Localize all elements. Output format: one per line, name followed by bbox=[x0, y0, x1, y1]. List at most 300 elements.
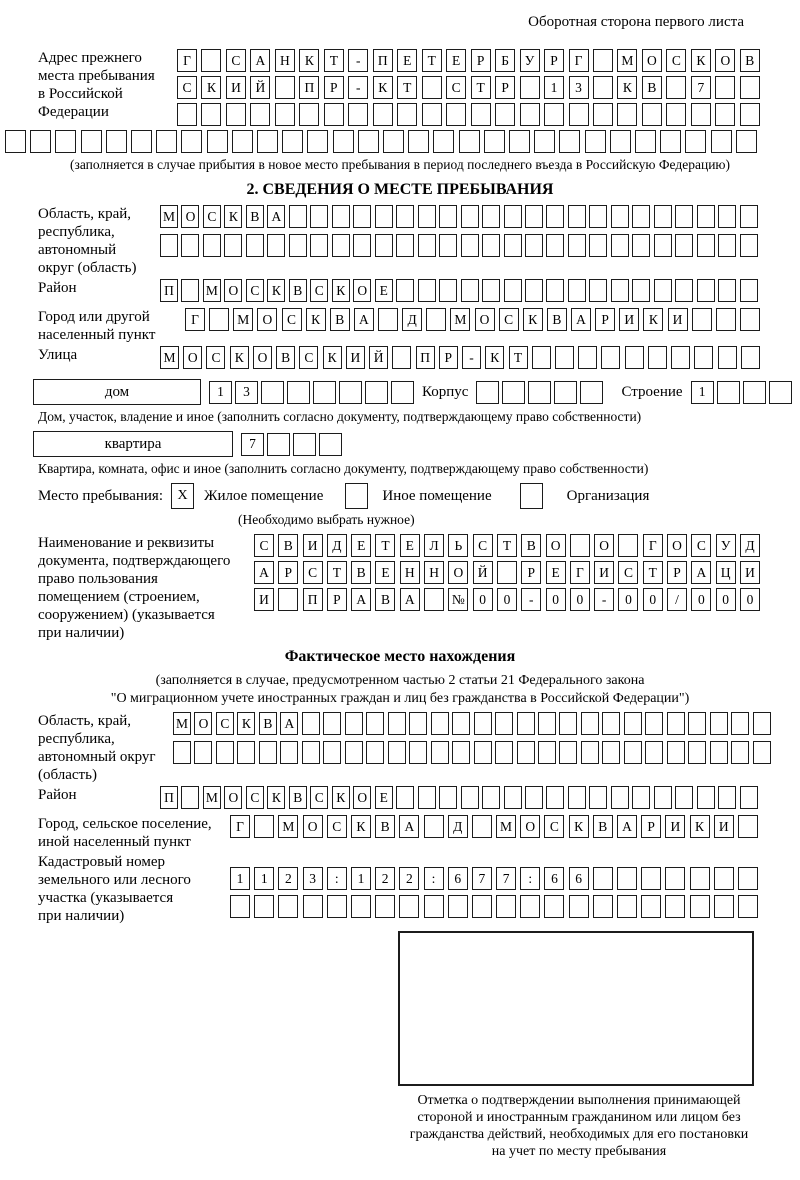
char-box[interactable] bbox=[289, 205, 307, 228]
char-box[interactable] bbox=[504, 279, 522, 302]
char-box[interactable]: И bbox=[619, 308, 639, 331]
char-box[interactable] bbox=[611, 205, 629, 228]
char-box[interactable]: 1 bbox=[254, 867, 274, 890]
char-box[interactable] bbox=[397, 103, 417, 126]
char-box[interactable] bbox=[476, 381, 499, 404]
char-box[interactable]: Ц bbox=[716, 561, 736, 584]
char-box[interactable] bbox=[718, 279, 736, 302]
house-number-grid[interactable] bbox=[209, 381, 414, 404]
char-box[interactable]: К bbox=[201, 76, 221, 99]
char-box[interactable]: М bbox=[203, 279, 221, 302]
char-box[interactable]: Т bbox=[375, 534, 395, 557]
char-box[interactable]: В bbox=[276, 346, 295, 369]
char-box[interactable] bbox=[665, 867, 685, 890]
char-box[interactable]: 3 bbox=[303, 867, 323, 890]
char-box[interactable] bbox=[471, 103, 491, 126]
char-box[interactable]: О bbox=[520, 815, 540, 838]
char-box[interactable]: Й bbox=[369, 346, 388, 369]
char-box[interactable]: 7 bbox=[691, 76, 711, 99]
char-box[interactable]: К bbox=[332, 279, 350, 302]
char-box[interactable] bbox=[568, 205, 586, 228]
char-box[interactable]: К bbox=[691, 49, 711, 72]
char-box[interactable] bbox=[617, 895, 637, 918]
char-box[interactable] bbox=[358, 130, 379, 153]
char-box[interactable]: И bbox=[346, 346, 365, 369]
char-box[interactable]: К bbox=[267, 786, 285, 809]
char-box[interactable] bbox=[740, 234, 758, 257]
char-box[interactable]: Й bbox=[473, 561, 493, 584]
char-box[interactable] bbox=[520, 76, 540, 99]
char-box[interactable] bbox=[282, 130, 303, 153]
char-box[interactable] bbox=[741, 346, 760, 369]
char-box[interactable] bbox=[740, 205, 758, 228]
char-box[interactable] bbox=[641, 867, 661, 890]
char-box[interactable] bbox=[181, 279, 199, 302]
char-box[interactable] bbox=[517, 712, 535, 735]
char-box[interactable] bbox=[261, 381, 284, 404]
char-box[interactable]: М bbox=[160, 346, 179, 369]
char-box[interactable]: Р bbox=[278, 561, 298, 584]
char-box[interactable]: Р bbox=[439, 346, 458, 369]
char-box[interactable] bbox=[194, 741, 212, 764]
char-box[interactable] bbox=[293, 433, 316, 456]
char-box[interactable] bbox=[740, 308, 760, 331]
oblast-actual-grid-row1[interactable] bbox=[173, 712, 771, 735]
char-box[interactable] bbox=[645, 741, 663, 764]
char-box[interactable] bbox=[714, 895, 734, 918]
char-box[interactable] bbox=[738, 867, 758, 890]
char-box[interactable] bbox=[632, 786, 650, 809]
char-box[interactable]: - bbox=[348, 49, 368, 72]
char-box[interactable]: 7 bbox=[496, 867, 516, 890]
char-box[interactable]: Т bbox=[327, 561, 347, 584]
char-box[interactable] bbox=[373, 103, 393, 126]
char-box[interactable]: К bbox=[332, 786, 350, 809]
char-box[interactable] bbox=[568, 279, 586, 302]
prev-address-grid-row4[interactable] bbox=[5, 130, 757, 153]
char-box[interactable] bbox=[660, 130, 681, 153]
char-box[interactable] bbox=[396, 786, 414, 809]
char-box[interactable]: 1 bbox=[691, 381, 714, 404]
char-box[interactable] bbox=[715, 103, 735, 126]
char-box[interactable]: О bbox=[257, 308, 277, 331]
char-box[interactable] bbox=[353, 234, 371, 257]
char-box[interactable]: Р bbox=[327, 588, 347, 611]
char-box[interactable] bbox=[181, 786, 199, 809]
char-box[interactable] bbox=[333, 130, 354, 153]
char-box[interactable]: С bbox=[246, 279, 264, 302]
char-box[interactable]: П bbox=[299, 76, 319, 99]
char-box[interactable]: А bbox=[400, 588, 420, 611]
char-box[interactable]: Р bbox=[544, 49, 564, 72]
char-box[interactable] bbox=[399, 895, 419, 918]
cadastre-grid-row2[interactable] bbox=[230, 895, 758, 918]
document-grid-row2[interactable] bbox=[254, 561, 760, 584]
char-box[interactable] bbox=[525, 234, 543, 257]
char-box[interactable] bbox=[538, 741, 556, 764]
document-grid-row1[interactable] bbox=[254, 534, 760, 557]
char-box[interactable]: О bbox=[224, 786, 242, 809]
char-box[interactable] bbox=[578, 346, 597, 369]
char-box[interactable]: К bbox=[306, 308, 326, 331]
char-box[interactable] bbox=[641, 895, 661, 918]
checkbox-zhiloe[interactable]: X bbox=[171, 483, 194, 509]
raion-actual-grid[interactable] bbox=[160, 786, 758, 809]
char-box[interactable] bbox=[299, 103, 319, 126]
char-box[interactable] bbox=[431, 741, 449, 764]
char-box[interactable]: Т bbox=[471, 76, 491, 99]
char-box[interactable]: А bbox=[254, 561, 274, 584]
char-box[interactable] bbox=[568, 786, 586, 809]
char-box[interactable] bbox=[474, 712, 492, 735]
char-box[interactable]: К bbox=[523, 308, 543, 331]
char-box[interactable] bbox=[275, 76, 295, 99]
char-box[interactable]: Г bbox=[230, 815, 250, 838]
char-box[interactable] bbox=[323, 712, 341, 735]
char-box[interactable]: М bbox=[278, 815, 298, 838]
char-box[interactable] bbox=[482, 205, 500, 228]
char-box[interactable] bbox=[593, 103, 613, 126]
char-box[interactable] bbox=[611, 786, 629, 809]
char-box[interactable] bbox=[675, 786, 693, 809]
char-box[interactable]: И bbox=[714, 815, 734, 838]
char-box[interactable] bbox=[738, 895, 758, 918]
char-box[interactable]: В bbox=[375, 588, 395, 611]
char-box[interactable]: В bbox=[521, 534, 541, 557]
char-box[interactable] bbox=[431, 712, 449, 735]
char-box[interactable] bbox=[424, 895, 444, 918]
char-box[interactable] bbox=[278, 895, 298, 918]
char-box[interactable] bbox=[504, 234, 522, 257]
apartment-number-grid[interactable] bbox=[241, 433, 342, 456]
char-box[interactable]: О bbox=[448, 561, 468, 584]
char-box[interactable] bbox=[254, 815, 274, 838]
char-box[interactable]: Р bbox=[471, 49, 491, 72]
char-box[interactable] bbox=[667, 712, 685, 735]
char-box[interactable] bbox=[160, 234, 178, 257]
char-box[interactable]: 2 bbox=[278, 867, 298, 890]
char-box[interactable]: Д bbox=[402, 308, 422, 331]
char-box[interactable] bbox=[555, 346, 574, 369]
char-box[interactable]: О bbox=[594, 534, 614, 557]
char-box[interactable]: 1 bbox=[209, 381, 232, 404]
char-box[interactable]: / bbox=[667, 588, 687, 611]
char-box[interactable]: 2 bbox=[375, 867, 395, 890]
char-box[interactable]: С bbox=[177, 76, 197, 99]
char-box[interactable] bbox=[569, 103, 589, 126]
char-box[interactable]: М bbox=[496, 815, 516, 838]
char-box[interactable]: Е bbox=[400, 534, 420, 557]
char-box[interactable]: В bbox=[642, 76, 662, 99]
char-box[interactable] bbox=[690, 867, 710, 890]
char-box[interactable] bbox=[388, 741, 406, 764]
char-box[interactable] bbox=[495, 741, 513, 764]
char-box[interactable]: Р bbox=[521, 561, 541, 584]
char-box[interactable]: С bbox=[303, 561, 323, 584]
char-box[interactable]: С bbox=[473, 534, 493, 557]
korpus-grid[interactable] bbox=[476, 381, 603, 404]
char-box[interactable]: Б bbox=[495, 49, 515, 72]
char-box[interactable]: П bbox=[416, 346, 435, 369]
char-box[interactable] bbox=[461, 205, 479, 228]
char-box[interactable] bbox=[666, 103, 686, 126]
char-box[interactable] bbox=[632, 234, 650, 257]
char-box[interactable]: С bbox=[544, 815, 564, 838]
char-box[interactable] bbox=[589, 205, 607, 228]
char-box[interactable]: Е bbox=[375, 561, 395, 584]
char-box[interactable]: Р bbox=[641, 815, 661, 838]
char-box[interactable] bbox=[392, 346, 411, 369]
char-box[interactable]: В bbox=[289, 279, 307, 302]
char-box[interactable] bbox=[585, 130, 606, 153]
char-box[interactable] bbox=[690, 895, 710, 918]
char-box[interactable]: А bbox=[617, 815, 637, 838]
char-box[interactable]: О bbox=[715, 49, 735, 72]
char-box[interactable]: 0 bbox=[643, 588, 663, 611]
char-box[interactable]: К bbox=[485, 346, 504, 369]
char-box[interactable]: С bbox=[327, 815, 347, 838]
char-box[interactable]: О bbox=[546, 534, 566, 557]
char-box[interactable] bbox=[446, 103, 466, 126]
char-box[interactable] bbox=[736, 130, 757, 153]
char-box[interactable] bbox=[528, 381, 551, 404]
char-box[interactable] bbox=[106, 130, 127, 153]
char-box[interactable]: О bbox=[642, 49, 662, 72]
char-box[interactable] bbox=[345, 712, 363, 735]
char-box[interactable]: Ь bbox=[448, 534, 468, 557]
char-box[interactable] bbox=[246, 234, 264, 257]
char-box[interactable]: П bbox=[160, 279, 178, 302]
char-box[interactable] bbox=[602, 712, 620, 735]
char-box[interactable] bbox=[482, 786, 500, 809]
char-box[interactable] bbox=[654, 234, 672, 257]
char-box[interactable] bbox=[426, 308, 446, 331]
char-box[interactable]: П bbox=[303, 588, 323, 611]
char-box[interactable] bbox=[254, 895, 274, 918]
char-box[interactable] bbox=[495, 103, 515, 126]
char-box[interactable]: С bbox=[206, 346, 225, 369]
char-box[interactable] bbox=[267, 234, 285, 257]
char-box[interactable] bbox=[472, 895, 492, 918]
char-box[interactable]: С bbox=[282, 308, 302, 331]
char-box[interactable] bbox=[383, 130, 404, 153]
char-box[interactable]: Е bbox=[351, 534, 371, 557]
char-box[interactable] bbox=[366, 741, 384, 764]
char-box[interactable] bbox=[353, 205, 371, 228]
char-box[interactable] bbox=[181, 130, 202, 153]
char-box[interactable] bbox=[546, 786, 564, 809]
char-box[interactable] bbox=[378, 308, 398, 331]
char-box[interactable]: С bbox=[246, 786, 264, 809]
char-box[interactable]: 2 bbox=[399, 867, 419, 890]
char-box[interactable] bbox=[439, 786, 457, 809]
char-box[interactable] bbox=[610, 130, 631, 153]
char-box[interactable] bbox=[559, 130, 580, 153]
char-box[interactable] bbox=[568, 234, 586, 257]
char-box[interactable]: Т bbox=[509, 346, 528, 369]
char-box[interactable] bbox=[459, 130, 480, 153]
char-box[interactable] bbox=[740, 279, 758, 302]
char-box[interactable]: Т bbox=[497, 534, 517, 557]
char-box[interactable] bbox=[307, 130, 328, 153]
char-box[interactable] bbox=[671, 346, 690, 369]
char-box[interactable] bbox=[602, 741, 620, 764]
char-box[interactable]: В bbox=[246, 205, 264, 228]
char-box[interactable]: А bbox=[571, 308, 591, 331]
char-box[interactable] bbox=[654, 279, 672, 302]
char-box[interactable]: О bbox=[353, 786, 371, 809]
char-box[interactable] bbox=[593, 49, 613, 72]
char-box[interactable] bbox=[532, 346, 551, 369]
char-box[interactable]: Л bbox=[424, 534, 444, 557]
char-box[interactable] bbox=[601, 346, 620, 369]
char-box[interactable] bbox=[418, 786, 436, 809]
char-box[interactable] bbox=[396, 234, 414, 257]
char-box[interactable]: М bbox=[450, 308, 470, 331]
char-box[interactable]: 1 bbox=[351, 867, 371, 890]
char-box[interactable] bbox=[559, 741, 577, 764]
char-box[interactable] bbox=[303, 895, 323, 918]
char-box[interactable]: В bbox=[593, 815, 613, 838]
char-box[interactable]: У bbox=[520, 49, 540, 72]
char-box[interactable] bbox=[691, 103, 711, 126]
char-box[interactable] bbox=[323, 741, 341, 764]
char-box[interactable]: М bbox=[173, 712, 191, 735]
char-box[interactable] bbox=[593, 867, 613, 890]
stroenie-grid[interactable] bbox=[691, 381, 792, 404]
cadastre-grid-row1[interactable] bbox=[230, 867, 758, 890]
char-box[interactable] bbox=[302, 712, 320, 735]
char-box[interactable] bbox=[319, 433, 342, 456]
char-box[interactable]: Т bbox=[643, 561, 663, 584]
char-box[interactable]: Д bbox=[327, 534, 347, 557]
char-box[interactable] bbox=[422, 103, 442, 126]
char-box[interactable] bbox=[520, 103, 540, 126]
char-box[interactable] bbox=[738, 815, 758, 838]
char-box[interactable]: А bbox=[280, 712, 298, 735]
char-box[interactable]: 7 bbox=[472, 867, 492, 890]
char-box[interactable] bbox=[546, 279, 564, 302]
char-box[interactable] bbox=[278, 588, 298, 611]
char-box[interactable]: 0 bbox=[618, 588, 638, 611]
char-box[interactable]: - bbox=[462, 346, 481, 369]
char-box[interactable] bbox=[753, 741, 771, 764]
char-box[interactable]: 0 bbox=[546, 588, 566, 611]
char-box[interactable]: В bbox=[278, 534, 298, 557]
char-box[interactable]: : bbox=[424, 867, 444, 890]
char-box[interactable] bbox=[408, 130, 429, 153]
char-box[interactable]: М bbox=[233, 308, 253, 331]
char-box[interactable] bbox=[375, 205, 393, 228]
char-box[interactable] bbox=[740, 76, 760, 99]
char-box[interactable] bbox=[207, 130, 228, 153]
prev-address-grid-row2[interactable] bbox=[177, 76, 760, 99]
char-box[interactable]: К bbox=[230, 346, 249, 369]
char-box[interactable]: И bbox=[594, 561, 614, 584]
char-box[interactable] bbox=[697, 205, 715, 228]
char-box[interactable] bbox=[718, 346, 737, 369]
char-box[interactable] bbox=[544, 895, 564, 918]
oblast-actual-grid-row2[interactable] bbox=[173, 741, 771, 764]
char-box[interactable]: 6 bbox=[569, 867, 589, 890]
char-box[interactable] bbox=[409, 712, 427, 735]
char-box[interactable]: О bbox=[667, 534, 687, 557]
city-actual-grid[interactable] bbox=[230, 815, 758, 838]
char-box[interactable] bbox=[375, 895, 395, 918]
char-box[interactable] bbox=[675, 205, 693, 228]
char-box[interactable]: Е bbox=[397, 49, 417, 72]
char-box[interactable]: А bbox=[354, 308, 374, 331]
char-box[interactable] bbox=[5, 130, 26, 153]
char-box[interactable] bbox=[534, 130, 555, 153]
char-box[interactable]: О bbox=[475, 308, 495, 331]
char-box[interactable] bbox=[666, 76, 686, 99]
char-box[interactable] bbox=[632, 279, 650, 302]
char-box[interactable] bbox=[484, 130, 505, 153]
char-box[interactable] bbox=[559, 712, 577, 735]
oblast-grid-row1[interactable] bbox=[160, 205, 758, 228]
char-box[interactable]: С bbox=[666, 49, 686, 72]
char-box[interactable]: А bbox=[399, 815, 419, 838]
char-box[interactable]: О bbox=[224, 279, 242, 302]
char-box[interactable]: В bbox=[259, 712, 277, 735]
char-box[interactable]: В bbox=[351, 561, 371, 584]
char-box[interactable] bbox=[517, 741, 535, 764]
char-box[interactable]: О bbox=[194, 712, 212, 735]
char-box[interactable]: И bbox=[254, 588, 274, 611]
char-box[interactable] bbox=[452, 712, 470, 735]
char-box[interactable]: 0 bbox=[691, 588, 711, 611]
char-box[interactable] bbox=[718, 205, 736, 228]
char-box[interactable] bbox=[257, 130, 278, 153]
char-box[interactable] bbox=[624, 741, 642, 764]
char-box[interactable] bbox=[237, 741, 255, 764]
char-box[interactable] bbox=[538, 712, 556, 735]
char-box[interactable] bbox=[593, 76, 613, 99]
char-box[interactable]: Е bbox=[546, 561, 566, 584]
char-box[interactable] bbox=[339, 381, 362, 404]
char-box[interactable] bbox=[667, 741, 685, 764]
char-box[interactable] bbox=[688, 741, 706, 764]
char-box[interactable] bbox=[173, 741, 191, 764]
city-grid[interactable] bbox=[185, 308, 760, 331]
char-box[interactable] bbox=[482, 234, 500, 257]
char-box[interactable] bbox=[654, 205, 672, 228]
char-box[interactable] bbox=[327, 895, 347, 918]
char-box[interactable] bbox=[396, 205, 414, 228]
char-box[interactable]: С bbox=[216, 712, 234, 735]
char-box[interactable] bbox=[718, 786, 736, 809]
char-box[interactable]: Д bbox=[740, 534, 760, 557]
char-box[interactable]: О bbox=[353, 279, 371, 302]
char-box[interactable]: 0 bbox=[473, 588, 493, 611]
char-box[interactable] bbox=[365, 381, 388, 404]
char-box[interactable] bbox=[259, 741, 277, 764]
checkbox-inoe[interactable] bbox=[345, 483, 368, 509]
char-box[interactable]: 3 bbox=[235, 381, 258, 404]
char-box[interactable]: К bbox=[617, 76, 637, 99]
char-box[interactable] bbox=[546, 205, 564, 228]
char-box[interactable]: О bbox=[181, 205, 199, 228]
char-box[interactable] bbox=[131, 130, 152, 153]
char-box[interactable]: Е bbox=[375, 786, 393, 809]
char-box[interactable]: - bbox=[348, 76, 368, 99]
char-box[interactable] bbox=[642, 103, 662, 126]
char-box[interactable] bbox=[418, 234, 436, 257]
char-box[interactable] bbox=[731, 712, 749, 735]
char-box[interactable] bbox=[632, 205, 650, 228]
char-box[interactable] bbox=[504, 786, 522, 809]
